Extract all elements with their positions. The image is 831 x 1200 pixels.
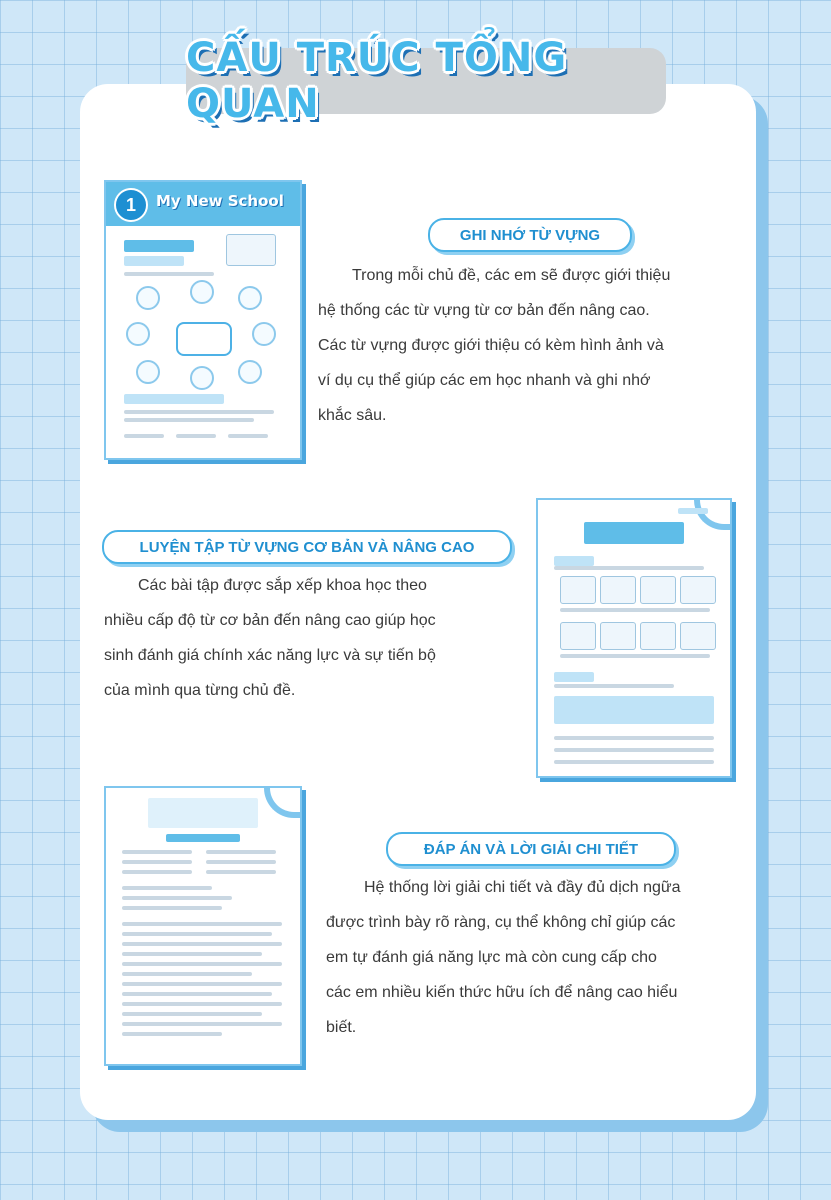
unit-number-badge: 1: [114, 188, 148, 222]
paragraph-line: được trình bày rõ ràng, cụ thể không chỉ giúp các: [326, 914, 676, 931]
text-line: [560, 654, 710, 658]
text-line: [554, 684, 674, 688]
subsection-label: [124, 256, 184, 266]
text-line: [122, 850, 192, 854]
exercise-picture: [680, 622, 716, 650]
paragraph-line: các em nhiều kiến thức hữu ích để nâng cao hiểu: [326, 984, 678, 1001]
text-line: [122, 972, 252, 976]
text-line: [122, 1032, 222, 1036]
section-title-block: [584, 522, 684, 544]
exercise-picture: [600, 576, 636, 604]
text-line: [228, 434, 268, 438]
text-line: [122, 992, 272, 996]
corner-decoration: [694, 498, 732, 530]
vocab-icon: [136, 286, 160, 310]
school-building-illustration: [226, 234, 276, 266]
text-line: [554, 760, 714, 764]
answer-title-block: [148, 798, 258, 828]
text-line: [560, 608, 710, 612]
exercise-label: [554, 672, 594, 682]
vocab-icon: [190, 366, 214, 390]
vocab-icon: [238, 360, 262, 384]
header-tag: [678, 508, 708, 514]
vocab-icon: [136, 360, 160, 384]
vocab-icon: [252, 322, 276, 346]
paragraph-line: ví dụ cụ thể giúp các em học nhanh và ghi nhớ: [318, 372, 651, 389]
exercise-picture: [560, 622, 596, 650]
text-line: [206, 850, 276, 854]
text-line: [124, 272, 214, 276]
paragraph-line: Trong mỗi chủ đề, các em sẽ được giới thiệu: [352, 267, 671, 284]
text-line: [122, 886, 212, 890]
text-line: [176, 434, 216, 438]
exercise-label: [554, 556, 594, 566]
text-line: [122, 982, 282, 986]
text-line: [122, 906, 222, 910]
paragraph-line: nhiều cấp độ từ cơ bản đến nâng cao giúp học: [104, 612, 436, 629]
text-line: [554, 748, 714, 752]
section-heading-practice: LUYỆN TẬP TỪ VỰNG CƠ BẢN VÀ NÂNG CAO: [102, 530, 512, 564]
title-banner: [186, 35, 666, 127]
text-line: [122, 952, 262, 956]
exercise-picture: [600, 622, 636, 650]
text-line: [122, 922, 282, 926]
section-paragraph-vocabulary: [318, 258, 738, 433]
word-box: [554, 696, 714, 724]
text-line: [124, 418, 254, 422]
exercise-picture: [560, 576, 596, 604]
exercise-picture: [640, 622, 676, 650]
text-line: [122, 896, 232, 900]
practice-page-thumbnail: [536, 498, 732, 778]
paragraph-line: của mình qua từng chủ đề.: [104, 682, 296, 699]
paragraph-line: sinh đánh giá chính xác năng lực và sự tiến bộ: [104, 647, 436, 664]
subsection-label: [124, 394, 224, 404]
vocab-icon: [126, 322, 150, 346]
section-paragraph-practice: [104, 568, 514, 708]
text-line: [554, 736, 714, 740]
text-line: [122, 870, 192, 874]
text-line: [206, 870, 276, 874]
text-line: [122, 860, 192, 864]
corner-decoration: [264, 786, 302, 818]
text-line: [206, 860, 276, 864]
paragraph-line: khắc sâu.: [318, 407, 387, 424]
text-line: [124, 410, 274, 414]
paragraph-line: Các bài tập được sắp xếp khoa học theo: [138, 577, 427, 594]
page-title: CẤU TRÚC TỔNG QUAN: [186, 35, 568, 127]
exercise-picture: [640, 576, 676, 604]
vocab-icon: [238, 286, 262, 310]
section-label: [124, 240, 194, 252]
vocabulary-page-thumbnail: [104, 180, 302, 460]
paragraph-line: biết.: [326, 1019, 357, 1036]
text-line: [122, 1002, 282, 1006]
section-heading-answers: ĐÁP ÁN VÀ LỜI GIẢI CHI TIẾT: [386, 832, 676, 866]
vocab-icon: [190, 280, 214, 304]
text-line: [122, 932, 272, 936]
section-heading-vocabulary: GHI NHỚ TỪ VỰNG: [428, 218, 632, 252]
text-line: [122, 962, 282, 966]
paragraph-line: hệ thống các từ vựng từ cơ bản đến nâng cao.: [318, 302, 650, 319]
paragraph-line: Hệ thống lời giải chi tiết và đầy đủ dịch ngữa: [364, 879, 681, 896]
text-line: [122, 942, 282, 946]
text-line: [124, 434, 164, 438]
answer-page-thumbnail: [104, 786, 302, 1066]
unit-label: [166, 834, 240, 842]
text-line: [122, 1012, 262, 1016]
unit-title: My New School: [156, 192, 284, 210]
exercise-picture: [680, 576, 716, 604]
text-line: [122, 1022, 282, 1026]
text-line: [554, 566, 704, 570]
section-paragraph-answers: [326, 870, 746, 1045]
paragraph-line: em tự đánh giá năng lực mà còn cung cấp cho: [326, 949, 657, 966]
center-word-box: [176, 322, 232, 356]
paragraph-line: Các từ vựng được giới thiệu có kèm hình ảnh và: [318, 337, 664, 354]
